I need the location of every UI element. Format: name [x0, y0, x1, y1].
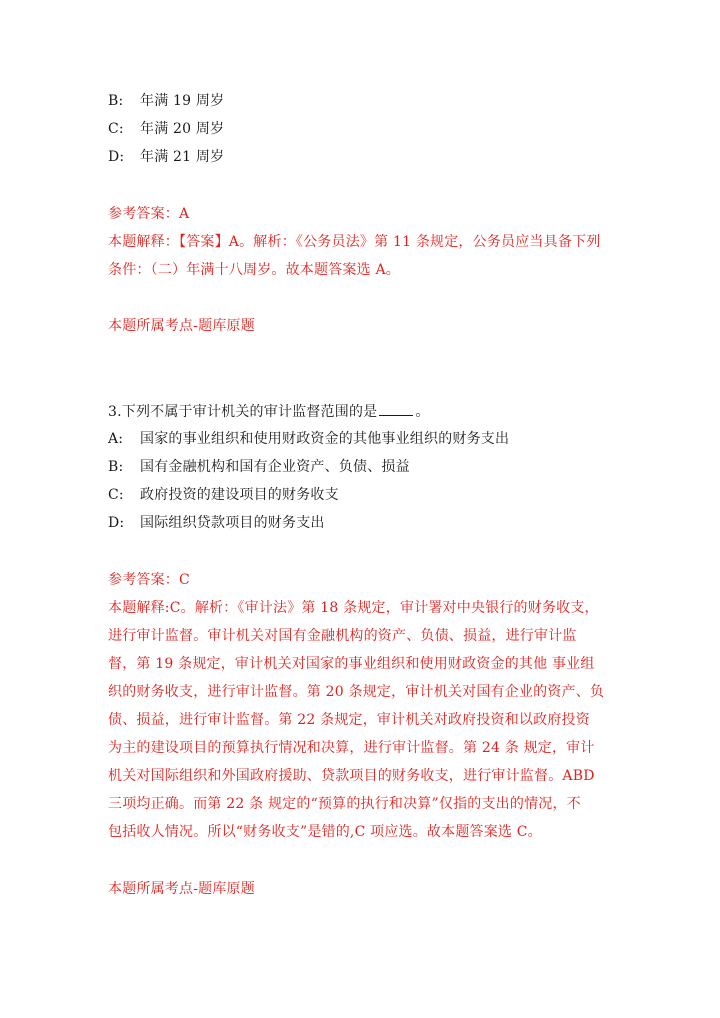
- q3-option-d-label: D:: [108, 515, 125, 531]
- q3-option-a-text: 国家的事业组织和使用财政资金的其他事业组织的财务支出: [140, 431, 510, 447]
- q3-answer: 参考答案：C: [108, 572, 190, 588]
- q3-answer-blank: [379, 401, 413, 416]
- q3-stem: [108, 401, 430, 422]
- q3-option-a-label: A:: [108, 431, 124, 447]
- q3-explanation-line-2: 进行审计监督。审计机关对国有金融机构的资产、负债、损益，进行审计监: [108, 628, 577, 644]
- q2-explanation-line-2: 条件：（二）年满十八周岁。故本题答案选 A。: [108, 262, 400, 278]
- q3-stem-end: 。: [415, 404, 430, 420]
- q3-explanation-line-5: 债、损益，进行审计监督。第 22 条规定，审计机关对政府投资和以政府投资: [108, 712, 590, 728]
- q3-explanation-line-6: 为主的建设项目的预算执行情况和决算，进行审计监督。第 24 条 规定，审计: [108, 740, 595, 756]
- q3-option-a: [108, 429, 509, 449]
- q3-explanation-line-9: 包括收人情况。所以“财务收支”是错的,C 项应选。故本题答案选 C。: [108, 824, 542, 840]
- q3-option-d-text: 国际组织贷款项目的财务支出: [140, 515, 325, 531]
- q3-option-c-label: C:: [108, 487, 124, 503]
- q2-option-d-text: 年满 21 周岁: [140, 149, 225, 165]
- q2-option-d: [108, 147, 224, 167]
- q2-topic: 本题所属考点-题库原题: [108, 318, 255, 334]
- q2-option-d-label: D:: [108, 149, 125, 165]
- q3-explanation-line-3: 督，第 19 条规定，审计机关对国家的事业组织和使用财政资金的其他 事业组: [108, 656, 595, 672]
- q2-option-b-label: B:: [108, 93, 124, 109]
- q2-explanation-line-1: 本题解释：【答案】A。解析：《公务员法》第 11 条规定，公务员应当具备下列: [108, 234, 601, 250]
- q2-option-c: [108, 119, 224, 139]
- q3-explanation-line-1: 本题解释:C。解析：《审计法》第 18 条规定，审计署对中央银行的财务收支，: [108, 600, 599, 616]
- q2-option-c-text: 年满 20 周岁: [140, 121, 225, 137]
- q3-topic: 本题所属考点-题库原题: [108, 881, 255, 897]
- q3-explanation-line-4: 织的财务收支，进行审计监督。第 20 条规定，审计机关对国有企业的资产、负: [108, 684, 605, 700]
- q3-option-c: [108, 485, 339, 505]
- q3-option-b-text: 国有金融机构和国有企业资产、负债、损益: [140, 459, 410, 475]
- q2-option-b-text: 年满 19 周岁: [140, 93, 225, 109]
- q3-explanation-line-8: 三项均正确。而第 22 条 规定的“预算的执行和决算”仅指的支出的情况，不: [108, 796, 581, 812]
- q3-explanation-line-7: 机关对国际组织和外国政府援助、贷款项目的财务收支，进行审计监督。ABD: [108, 768, 595, 784]
- q2-answer: 参考答案：A: [108, 206, 190, 222]
- q2-option-c-label: C:: [108, 121, 124, 137]
- q3-option-b-label: B:: [108, 459, 124, 475]
- q2-option-b: [108, 91, 224, 111]
- q3-option-d: [108, 513, 325, 533]
- q3-option-c-text: 政府投资的建设项目的财务收支: [140, 487, 339, 503]
- q3-stem-text: 3.下列不属于审计机关的审计监督范围的是: [108, 404, 378, 420]
- q3-option-b: [108, 457, 410, 477]
